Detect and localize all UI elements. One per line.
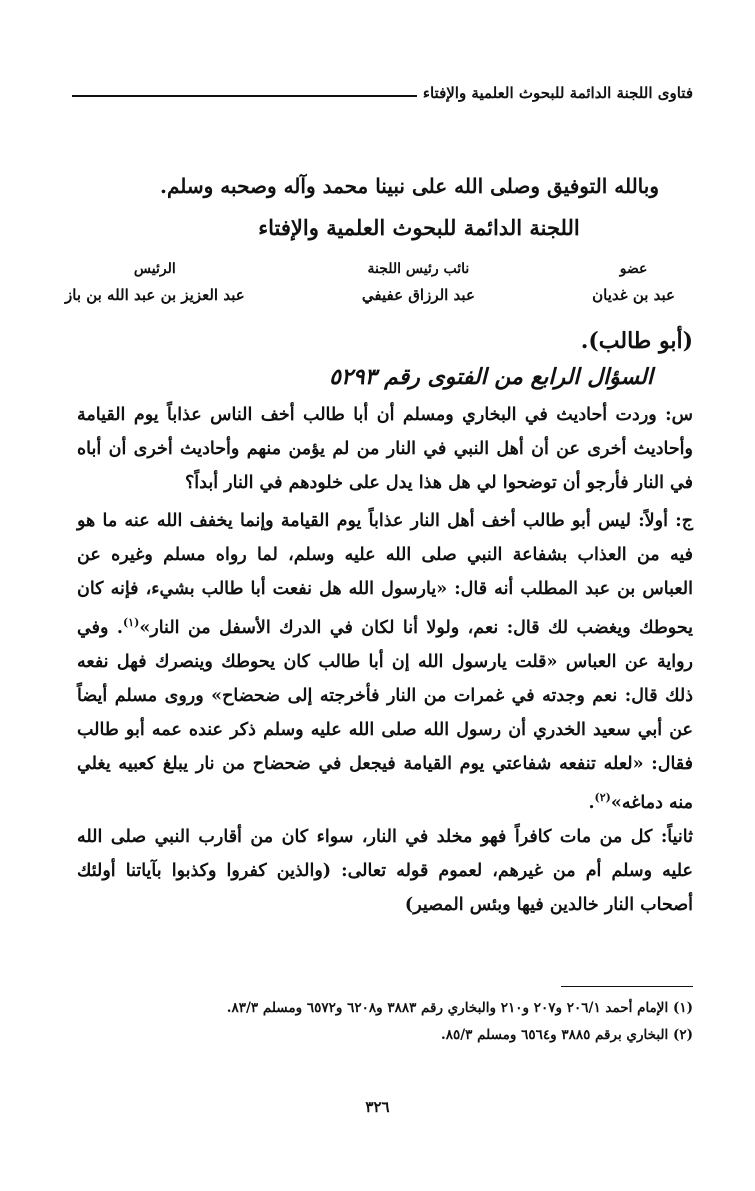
topic-heading: (أبو طالب). xyxy=(580,328,693,354)
signatory-name: عبد الرزاق عفيفي xyxy=(361,286,475,304)
footnotes xyxy=(73,995,693,1049)
page-number: ٣٢٦ xyxy=(365,1098,390,1116)
fatwa-title: السؤال الرابع من الفتوى رقم ٥٢٩٣ xyxy=(329,364,653,390)
signatory-chair xyxy=(65,256,245,308)
signatory-vice-chair xyxy=(362,256,475,308)
committee-name: اللجنة الدائمة للبحوث العلمية والإفتاء xyxy=(258,215,580,240)
answer-paragraph xyxy=(77,504,693,820)
footnote-ref-1: (١) xyxy=(122,616,140,629)
body-text xyxy=(77,398,693,922)
signatures-block xyxy=(65,256,675,308)
signatory-member xyxy=(592,256,675,308)
footnote-ref-2: (٢) xyxy=(594,790,611,804)
answer-part-1: ج: أولاً: ليس أبو طالب أخف أهل النار عذاباً يوم القيامة وإنما يخفف الله عنه ما هو فيه من العذاب بشفاعة النبي صلى الله عليه وسلم، لما رواه مسلم وغيره عن العباس بن عبد المطلب أنه قال: «يارسول الله هل نفعت أبا طالب بشيء، فإنه كان يحوطك ويغضب لك قال: نعم، ولولا أنا لكان في الدرك الأسفل من النار» xyxy=(77,511,694,638)
signatory-role: نائب رئيس اللجنة xyxy=(367,261,470,277)
question-paragraph: س: وردت أحاديث في البخاري ومسلم أن أبا طالب أخف الناس عذاباً يوم القيامة وأحاديث أخرى عن أن أهل النبي في النار من لم يؤمن منهم وأحاديث أخرى أن أباه في النار فأرجو أن توضحوا لي هل هذا يدل على خلودهم في النار أبداً؟ xyxy=(77,405,693,493)
answer-part-2: . وفي رواية عن العباس «قلت يارسول الله إن أبا طالب كان يحوطك وينصرك فهل نفعه ذلك قال: نعم وجدته في غمرات من النار فأخرجته إلى ضحضاح» وروى مسلم أيضاً عن أبي سعيد الخدري أن رسول الله صلى الله عليه وسلم ذكر عنده عمه أبو طالب فقال: «لعله تنفعه شفاعتي يوم القيامة فيجعل في ضحضاح من نار يبلغ كعبيه يغلي منه دماغه» xyxy=(77,617,693,813)
signatory-name: عبد بن غديان xyxy=(592,286,675,304)
footnote-rule xyxy=(561,986,693,987)
header-rule xyxy=(72,95,417,97)
signatory-name: عبد العزيز بن عبد الله بن باز xyxy=(65,286,245,304)
answer-second-paragraph: ثانياً: كل من مات كافراً فهو مخلد في النار، سواء كان من أقارب النبي صلى الله عليه وسلم أم من غيرهم، لعموم قوله تعالى: (والذين كفروا وكذبوا بآياتنا أولئك أصحاب النار خالدين فيها وبئس المصير) xyxy=(77,826,693,915)
running-header xyxy=(72,80,693,106)
footnote-2: (٢) البخاري برقم ٣٨٨٥ و٦٥٦٤ ومسلم ٨٥/٣. xyxy=(441,1027,693,1043)
closing-line: وبالله التوفيق وصلى الله على نبينا محمد وآله وصحبه وسلم. xyxy=(160,174,659,198)
running-header-title: فتاوى اللجنة الدائمة للبحوث العلمية والإفتاء xyxy=(422,84,693,102)
signatory-role: عضو xyxy=(619,261,648,277)
signatory-role: الرئيس xyxy=(133,261,176,277)
footnote-1: (١) الإمام أحمد ٢٠٦/١ و٢٠٧ و٢١٠ والبخاري رقم ٣٨٨٣ و٦٢٠٨ و٦٥٧٢ ومسلم ٨٣/٣. xyxy=(226,1000,693,1016)
answer-part-3: . xyxy=(588,792,595,813)
